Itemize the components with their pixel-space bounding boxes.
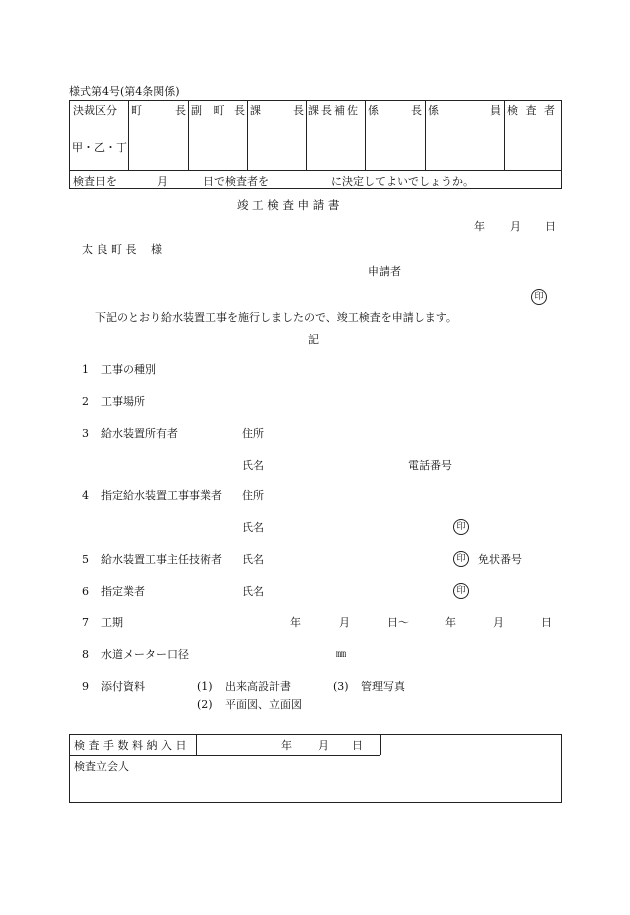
position-kakariin-1: 係: [428, 104, 439, 117]
item-7-label: 工期: [101, 616, 123, 629]
intro-text: 下記のとおり給水装置工事を施行しましたので、竣工検査を申請します。: [95, 311, 457, 324]
approval-table: [69, 100, 562, 189]
date-day: 日: [545, 220, 556, 233]
position-kakariin-2: 員: [490, 104, 501, 117]
item-5-license-label: 免状番号: [478, 553, 522, 566]
item-6-name-label: 氏名: [242, 585, 264, 598]
fee-and-witness-box: [69, 734, 562, 803]
item-1-label: 工事の種別: [101, 363, 156, 376]
item-3-name-label: 氏名: [242, 459, 264, 472]
attachment-3-number: (3): [333, 680, 349, 693]
item-7-end-month: 月: [493, 616, 504, 629]
item-7-start-month: 月: [339, 616, 350, 629]
position-fukucho-2: 長: [234, 104, 245, 117]
inspection-date-tail: に決定してよいでしょうか。: [331, 175, 474, 188]
position-kacho-2: 長: [293, 104, 304, 117]
form-number: 様式第4号(第4条関係): [69, 85, 180, 98]
position-fukucho-1: 副 町: [191, 104, 229, 117]
position-kensasha: 検 査 者: [507, 104, 557, 117]
position-kakaricho-2: 長: [411, 104, 422, 117]
item-5-number: 5: [82, 553, 89, 566]
attachment-2-text: 平面図、立面図: [225, 698, 302, 711]
inspection-date-prefix: 検査日を: [73, 175, 117, 188]
position-cho-2: 長: [175, 104, 186, 117]
fee-date-month: 月: [318, 739, 329, 752]
item-7-start-day: 日～: [387, 616, 409, 629]
item-7-number: 7: [82, 616, 89, 629]
item-5-label: 給水装置工事主任技術者: [101, 553, 222, 566]
attachment-3-text: 管理写真: [361, 680, 405, 693]
item-3-number: 3: [82, 427, 89, 440]
seal-mark-item-4: 印: [453, 519, 469, 535]
item-6-number: 6: [82, 585, 89, 598]
item-3-label: 給水装置所有者: [101, 427, 178, 440]
item-1-number: 1: [82, 363, 89, 376]
item-7-end-year: 年: [445, 616, 456, 629]
position-kacho-1: 課: [250, 104, 261, 117]
item-9-number: 9: [82, 680, 89, 693]
item-4-label: 指定給水装置工事事業者: [101, 489, 222, 502]
item-2-number: 2: [82, 395, 89, 408]
fee-date-label: 検 査 手 数 料 納 入 日: [74, 739, 187, 752]
position-kakaricho-1: 係: [368, 104, 379, 117]
seal-mark-item-5: 印: [453, 551, 469, 567]
ki-mark: 記: [308, 333, 319, 346]
inspection-date-day: 日で検査者を: [203, 175, 269, 188]
item-5-name-label: 氏名: [242, 553, 264, 566]
seal-mark-applicant: 印: [531, 289, 547, 305]
witness-label: 検査立会人: [74, 760, 129, 773]
classification-value: 甲・乙・丁: [72, 141, 127, 154]
position-kacho-hosa: 課長補佐: [308, 104, 360, 117]
fee-date-day: 日: [352, 739, 363, 752]
item-8-label: 水道メーター口径: [101, 648, 189, 661]
item-8-unit: ㎜: [336, 649, 346, 660]
item-7-start-year: 年: [290, 616, 301, 629]
item-3-phone-label: 電話番号: [408, 459, 452, 472]
fee-date-year: 年: [281, 739, 292, 752]
item-4-name-label: 氏名: [242, 521, 264, 534]
item-6-label: 指定業者: [101, 585, 145, 598]
seal-mark-item-6: 印: [453, 583, 469, 599]
attachment-1-text: 出来高設計書: [225, 680, 291, 693]
item-3-address-label: 住所: [242, 427, 264, 440]
position-cho-1: 町: [131, 104, 142, 117]
item-4-address-label: 住所: [242, 489, 264, 502]
document-title: 竣 工 検 査 申 請 書: [237, 198, 340, 212]
applicant-label: 申請者: [368, 265, 401, 278]
attachment-1-number: (1): [197, 680, 213, 693]
classification-label: 決裁区分: [73, 104, 117, 117]
date-month: 月: [510, 220, 521, 233]
item-7-end-day: 日: [541, 616, 552, 629]
item-8-number: 8: [82, 648, 89, 661]
date-year: 年: [474, 220, 485, 233]
approval-divider: [70, 170, 561, 171]
inspection-date-month: 月: [157, 175, 168, 188]
item-4-number: 4: [82, 489, 89, 502]
item-9-label: 添付資料: [101, 680, 145, 693]
attachment-2-number: (2): [197, 698, 213, 711]
item-2-label: 工事場所: [101, 395, 145, 408]
addressee: 太 良 町 長 様: [82, 243, 162, 256]
